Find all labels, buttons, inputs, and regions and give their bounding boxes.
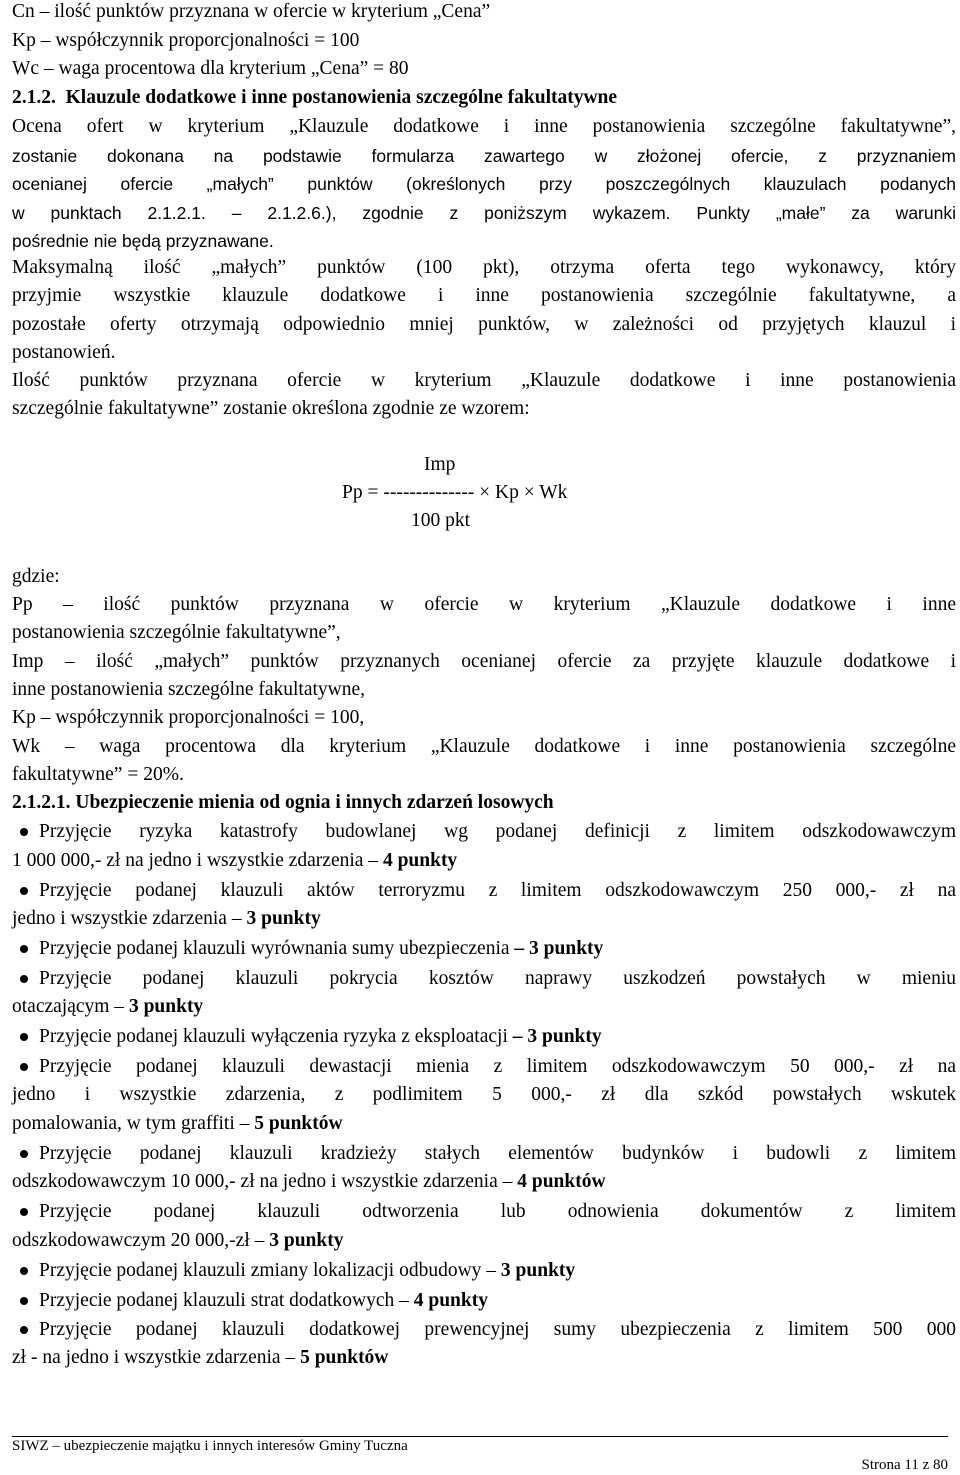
bullet-last-line: [39, 1259, 575, 1283]
bullet-dot-icon: [20, 975, 28, 983]
bullet-text: odszkodowawczym 10 000,- zł na jedno i wszystkie zdarzenia –: [12, 1171, 518, 1192]
definition-line: postanowienia szczególnie fakultatywne”,: [12, 622, 341, 643]
bullet-points: – 3 punkty: [512, 1026, 602, 1047]
bullet-dot-icon: [20, 945, 28, 953]
definition-line: Imp – ilość „małych” punktów przyznanych ocenianej ofercie za przyjęte klauzule dodatkowe i: [12, 651, 956, 672]
para2-line: przyjmie wszystkie klauzule dodatkowe i inne postanowienia szczególnie fakultatywne, a: [12, 285, 956, 306]
formula-numerator: Imp: [424, 454, 456, 475]
bullet-dot-icon: [20, 1033, 28, 1041]
definition-line: Pp – ilość punktów przyznana w ofercie w kryterium „Klauzule dodatkowe i inne: [12, 594, 956, 615]
para2-line: postanowień.: [12, 342, 116, 363]
bullet-text: Przyjecie podanej klauzuli strat dodatkowych –: [39, 1290, 414, 1311]
bullet-text: 1 000 000,- zł na jedno i wszystkie zdarzenia –: [12, 850, 383, 871]
bullet-points: 4 punktów: [517, 1171, 606, 1192]
where-label: gdzie:: [12, 566, 60, 587]
bullet-points: 5 punktów: [254, 1113, 343, 1134]
definition-line: Kp – współczynnik proporcjonalności = 100,: [12, 707, 365, 728]
section-title: Klauzule dodatkowe i inne postanowienia szczególne fakultatywne: [65, 87, 618, 108]
definition-line: Wk – waga procentowa dla kryterium „Klauzule dodatkowe i inne postanowienia szczególne: [12, 736, 956, 757]
bullet-last-line: [12, 1112, 343, 1136]
bullet-last-line: [12, 849, 457, 873]
bullet-line: Przyjęcie podanej klauzuli dodatkowej prewencyjnej sumy ubezpieczenia z limitem 500 000: [39, 1319, 956, 1340]
bullet-dot-icon: [20, 1208, 28, 1216]
bullet-last-line: [12, 995, 203, 1019]
bullet-line: Przyjęcie podanej klauzuli kradzieży stałych elementów budynków i budowli z limitem: [39, 1143, 956, 1164]
bullet-text: zł - na jedno i wszystkie zdarzenia –: [12, 1347, 301, 1368]
bullet-text: Przyjęcie podanej klauzuli wyrównania sumy ubezpieczenia: [39, 938, 515, 959]
bullet-line: Przyjęcie podanej klauzuli aktów terroryzmu z limitem odszkodowawczym 250 000,- zł na: [39, 880, 956, 901]
criterion-wc-line: Wc – waga procentowa dla kryterium „Cena” = 80: [12, 58, 409, 79]
bullet-last-line: [39, 937, 603, 961]
bullet-last-line: [12, 1346, 388, 1370]
bullet-line: Przyjęcie podanej klauzuli dewastacji mienia z limitem odszkodowawczym 50 000,- zł na: [39, 1056, 956, 1077]
bullet-points: 3 punkty: [246, 908, 321, 929]
bullet-points: 3 punkty: [269, 1230, 344, 1251]
bullet-points: 3 punkty: [500, 1260, 576, 1281]
bullet-points: 4 punkty: [382, 850, 458, 871]
footer-divider: [12, 1436, 948, 1437]
bullet-last-line: [39, 1289, 488, 1313]
section-number: 2.1.2.: [12, 87, 56, 108]
subsection-heading: 2.1.2.1. Ubezpieczenie mienia od ognia i innych zdarzeń losowych: [12, 792, 554, 813]
bullet-dot-icon: [20, 828, 28, 836]
bullet-line: Przyjęcie podanej klauzuli pokrycia kosztów naprawy uszkodzeń powstałych w mieniu: [39, 968, 956, 989]
bullet-points: 5 punktów: [300, 1347, 389, 1368]
para1-line: w punktach 2.1.2.1. – 2.1.2.6.), zgodnie z poniższym wykazem. Punkty „małe” za warunki: [12, 203, 956, 223]
bullet-dot-icon: [20, 887, 28, 895]
bullet-last-line: [39, 1025, 602, 1049]
bullet-text: otaczającym –: [12, 996, 129, 1017]
bullet-line: Przyjęcie podanej klauzuli odtworzenia lub odnowienia dokumentów z limitem: [39, 1201, 956, 1222]
bullet-text: odszkodowawczym 20 000,-zł –: [12, 1230, 270, 1251]
bullet-dot-icon: [20, 1267, 28, 1275]
para1-line: zostanie dokonana na podstawie formularza zawartego w złożonej ofercie, z przyznaniem: [12, 146, 956, 166]
bullet-points: 3 punkty: [128, 996, 204, 1017]
bullet-line: jedno i wszystkie zdarzenia, z podlimitem 5 000,- zł dla szkód powstałych wskutek: [12, 1084, 956, 1105]
bullet-last-line: [12, 907, 321, 931]
criterion-cn-line: Cn – ilość punktów przyznana w ofercie w kryterium „Cena”: [12, 1, 491, 22]
bullet-text: pomalowania, w tym graffiti –: [12, 1113, 255, 1134]
para2-line: pozostałe oferty otrzymają odpowiednio mniej punktów, w zależności od przyjętych klauzul i: [12, 314, 956, 335]
bullet-dot-icon: [20, 1326, 28, 1334]
para2-line: Maksymalną ilość „małych” punktów (100 pkt), otrzyma oferta tego wykonawcy, który: [12, 257, 956, 278]
footer-page-number: Strona 11 z 80: [861, 1457, 948, 1473]
footer-document-title: SIWZ – ubezpieczenie majątku i innych interesów Gminy Tuczna: [12, 1438, 408, 1454]
formula-denominator: 100 pkt: [411, 510, 471, 531]
bullet-line: Przyjęcie ryzyka katastrofy budowlanej wg podanej definicji z limitem odszkodowawczym: [39, 821, 956, 842]
section-heading: [12, 86, 617, 110]
bullet-text: Przyjęcie podanej klauzuli wyłączenia ryzyka z eksploatacji: [39, 1026, 513, 1047]
bullet-points: 4 punkty: [413, 1290, 488, 1311]
definition-line: fakultatywne” = 20%.: [12, 764, 184, 785]
formula-main: Pp = -------------- × Kp × Wk: [342, 482, 568, 503]
para3-line: Ilość punktów przyznana ofercie w kryterium „Klauzule dodatkowe i inne postanowienia: [12, 370, 956, 391]
criterion-kp-line: Kp – współczynnik proporcjonalności = 100: [12, 30, 360, 51]
bullet-dot-icon: [20, 1063, 28, 1071]
para1-line: ocenianej ofercie „małych” punktów (określonych przy poszczególnych klauzulach podanych: [12, 174, 956, 194]
definition-line: inne postanowienia szczególne fakultatywne,: [12, 679, 366, 700]
bullet-dot-icon: [20, 1297, 28, 1305]
para3-line: szczególnie fakultatywne” zostanie określona zgodnie ze wzorem:: [12, 398, 530, 419]
bullet-text: jedno i wszystkie zdarzenia –: [12, 908, 247, 929]
para1-line: Ocena ofert w kryterium „Klauzule dodatkowe i inne postanowienia szczególne fakultatywne”,: [12, 116, 956, 137]
bullet-dot-icon: [20, 1150, 28, 1158]
bullet-text: Przyjęcie podanej klauzuli zmiany lokalizacji odbudowy –: [39, 1260, 501, 1281]
bullet-last-line: [12, 1229, 343, 1253]
bullet-points: – 3 punkty: [514, 938, 604, 959]
para1-line: pośrednie nie będą przyznawane.: [12, 231, 274, 251]
bullet-last-line: [12, 1170, 606, 1194]
